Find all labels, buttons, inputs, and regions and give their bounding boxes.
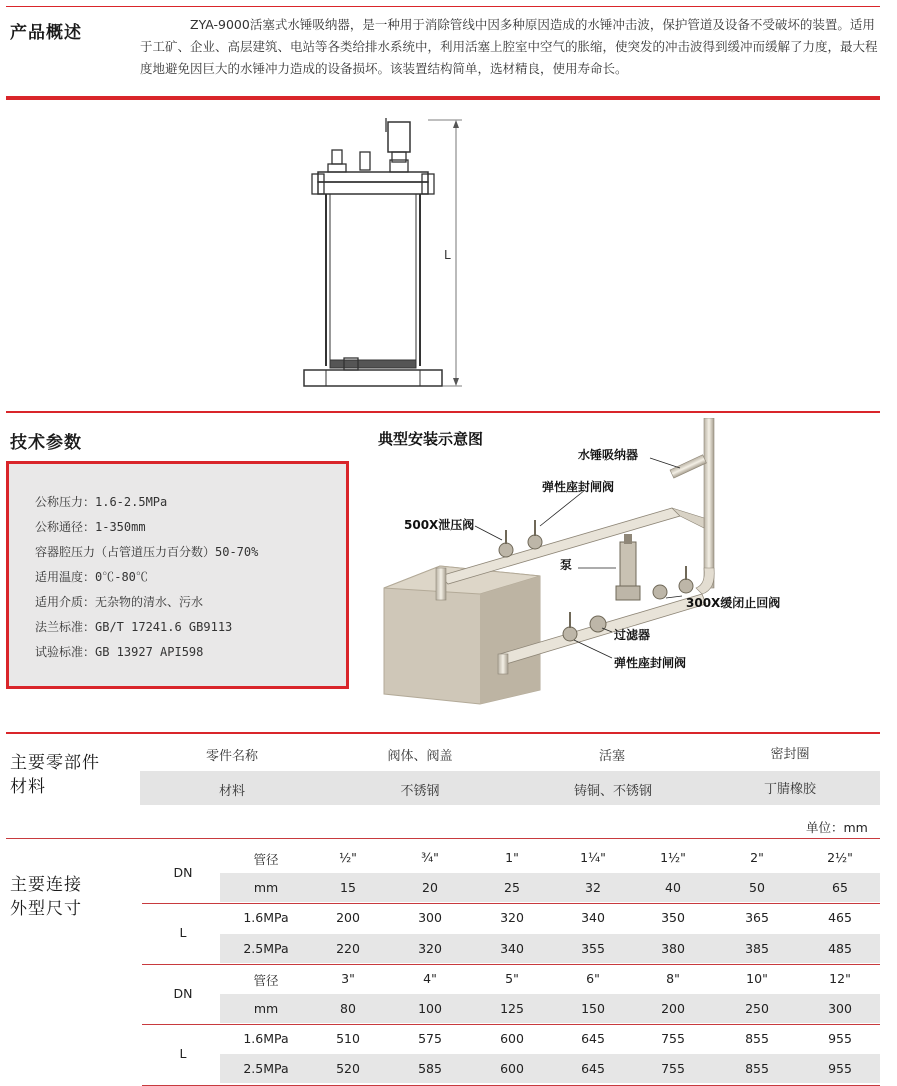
table-cell: 200: [336, 910, 360, 926]
table-cell: 755: [661, 1061, 685, 1077]
mat-header: 阀体、阀盖: [387, 749, 453, 764]
table-cell: 100: [418, 1001, 442, 1016]
param-line: 容器腔压力（占管道压力百分数）50-70%: [35, 545, 259, 559]
table-cell: 150: [581, 1001, 605, 1016]
install-title: 典型安装示意图: [378, 430, 484, 448]
table-cell: 12": [829, 970, 851, 986]
mat-header: 活塞: [598, 749, 625, 764]
table-cell: 300: [418, 910, 442, 926]
table-cell: 65: [832, 880, 848, 896]
table-cell: 25: [504, 880, 520, 896]
table-cell: 8": [666, 970, 680, 986]
table-cell: 485: [828, 940, 852, 956]
table-row-label: 2.5MPa: [243, 940, 289, 956]
label-gate-valve-top: 弹性座封闸阀: [542, 480, 615, 494]
table-group-rule: [142, 1085, 880, 1086]
table-group-rule: [142, 903, 880, 904]
table-cell: 380: [661, 940, 685, 956]
table-cell: 645: [581, 1031, 605, 1047]
table-group-rule: [142, 1024, 880, 1025]
label-relief-valve: 500X泄压阀: [404, 518, 475, 532]
param-line: 适用温度：0℃-80℃: [35, 570, 148, 584]
table-cell: 320: [500, 910, 524, 926]
table-cell: 340: [500, 940, 524, 956]
table-cell: 600: [500, 1061, 524, 1077]
table-cell: ¾": [421, 850, 439, 865]
table-cell: 1¼": [580, 850, 606, 865]
install-diagram: [380, 418, 720, 718]
table-row-label: 2.5MPa: [243, 1061, 289, 1077]
table-cell: 520: [336, 1061, 360, 1077]
table-cell: 600: [500, 1031, 524, 1047]
table-row-label: 管径: [253, 972, 279, 988]
table-cell: 2½": [827, 850, 853, 865]
dimensions-title-1: 主要连接: [10, 875, 82, 895]
top-rule: [6, 6, 880, 7]
tech-title: 技术参数: [10, 433, 82, 453]
table-cell: 40: [665, 880, 681, 896]
dn-label: DN: [173, 985, 193, 1001]
param-line: 公称通径：1-350mm: [35, 520, 146, 534]
unit-label: 单位：mm: [806, 820, 868, 835]
table-cell: 125: [500, 1001, 524, 1016]
materials-title-1: 主要零部件: [10, 753, 100, 773]
param-line: 法兰标准：GB/T 17241.6 GB9113: [35, 620, 233, 634]
section-divider: [6, 732, 880, 734]
table-cell: 250: [745, 1001, 769, 1016]
table-group-rule: [142, 964, 880, 965]
table-cell: 855: [745, 1031, 769, 1047]
table-cell: 365: [745, 910, 769, 926]
dimension-label: L: [444, 248, 451, 262]
l-label: L: [179, 1046, 187, 1062]
product-drawing: [290, 110, 470, 400]
param-line: 适用介质：无杂物的清水、污水: [35, 595, 204, 609]
table-cell: 955: [828, 1061, 852, 1077]
table-cell: 645: [581, 1061, 605, 1077]
table-cell: 955: [828, 1031, 852, 1047]
param-box: [6, 461, 349, 689]
table-row-label: 1.6MPa: [243, 910, 289, 926]
label-absorber: 水锤吸纳器: [578, 448, 639, 462]
table-cell: 510: [336, 1031, 360, 1047]
mat-cell: 不锈钢: [400, 784, 440, 799]
table-cell: 15: [340, 880, 356, 896]
table-cell: 1½": [660, 850, 686, 865]
table-row-label: mm: [253, 880, 279, 896]
table-cell: 355: [581, 940, 605, 956]
table-cell: 350: [661, 910, 685, 926]
mat-cell: 铸铜、不锈钢: [573, 784, 652, 799]
overview-text: ZYA-9000活塞式水锤吸纳器，是一种用于消除管线中因多种原因造成的水锤冲击波，保护管道及设备不受破坏的装置。适用于工矿、企业、高层建筑、电站等各类给排水系统中，利用活塞上腔室中空气的胀缩，使突发的冲击波得到缓冲而缓解了力度，最大程度地避免因巨大的水锤冲力造成的设备损坏。该装置结构简单，选材精良，使用寿命长。: [140, 17, 878, 76]
table-cell: 220: [336, 940, 360, 956]
mat-cell: 丁腈橡胶: [763, 782, 816, 797]
mat-header: 零件名称: [205, 749, 258, 764]
table-cell: 50: [749, 880, 765, 896]
table-cell: 10": [746, 970, 768, 986]
dn-label: DN: [173, 865, 193, 880]
table-cell: 320: [418, 940, 442, 956]
table-cell: 1": [505, 850, 519, 865]
table-cell: 4": [423, 970, 437, 986]
table-top-rule: [6, 838, 880, 839]
mat-cell: 材料: [218, 784, 245, 799]
table-cell: 5": [505, 970, 519, 986]
section-divider: [6, 411, 880, 413]
table-cell: 80: [340, 1001, 356, 1016]
table-cell: 2": [750, 850, 764, 865]
table-cell: 300: [828, 1001, 852, 1016]
table-cell: 575: [418, 1031, 442, 1047]
label-check-valve: 300X缓闭止回阀: [686, 596, 781, 610]
label-gate-valve-bottom: 弹性座封闸阀: [614, 656, 687, 670]
label-filter: 过滤器: [614, 628, 651, 642]
table-cell: 6": [586, 970, 600, 986]
table-cell: 20: [422, 880, 438, 896]
mat-header: 密封圈: [770, 747, 810, 762]
table-cell: 340: [581, 910, 605, 926]
label-pump: 泵: [560, 558, 573, 572]
l-label: L: [179, 925, 187, 941]
param-line: 试验标准：GB 13927 API598: [35, 645, 204, 659]
table-cell: 855: [745, 1061, 769, 1077]
table-row-label: 1.6MPa: [243, 1031, 289, 1047]
table-cell: 3": [341, 970, 355, 986]
table-row-label: mm: [253, 1001, 279, 1016]
materials-title-2: 材料: [10, 777, 46, 797]
dimensions-title-2: 外型尺寸: [10, 899, 82, 919]
table-cell: 32: [585, 880, 601, 896]
table-cell: 585: [418, 1061, 442, 1077]
table-row-label: 管径: [253, 852, 279, 867]
table-cell: 465: [828, 910, 852, 926]
table-cell: 200: [661, 1001, 685, 1016]
table-cell: ½": [339, 850, 357, 865]
overview-title: 产品概述: [10, 23, 82, 43]
table-cell: 385: [745, 940, 769, 956]
param-line: 公称压力：1.6-2.5MPa: [35, 495, 168, 509]
section-divider: [6, 96, 880, 100]
table-cell: 755: [661, 1031, 685, 1047]
